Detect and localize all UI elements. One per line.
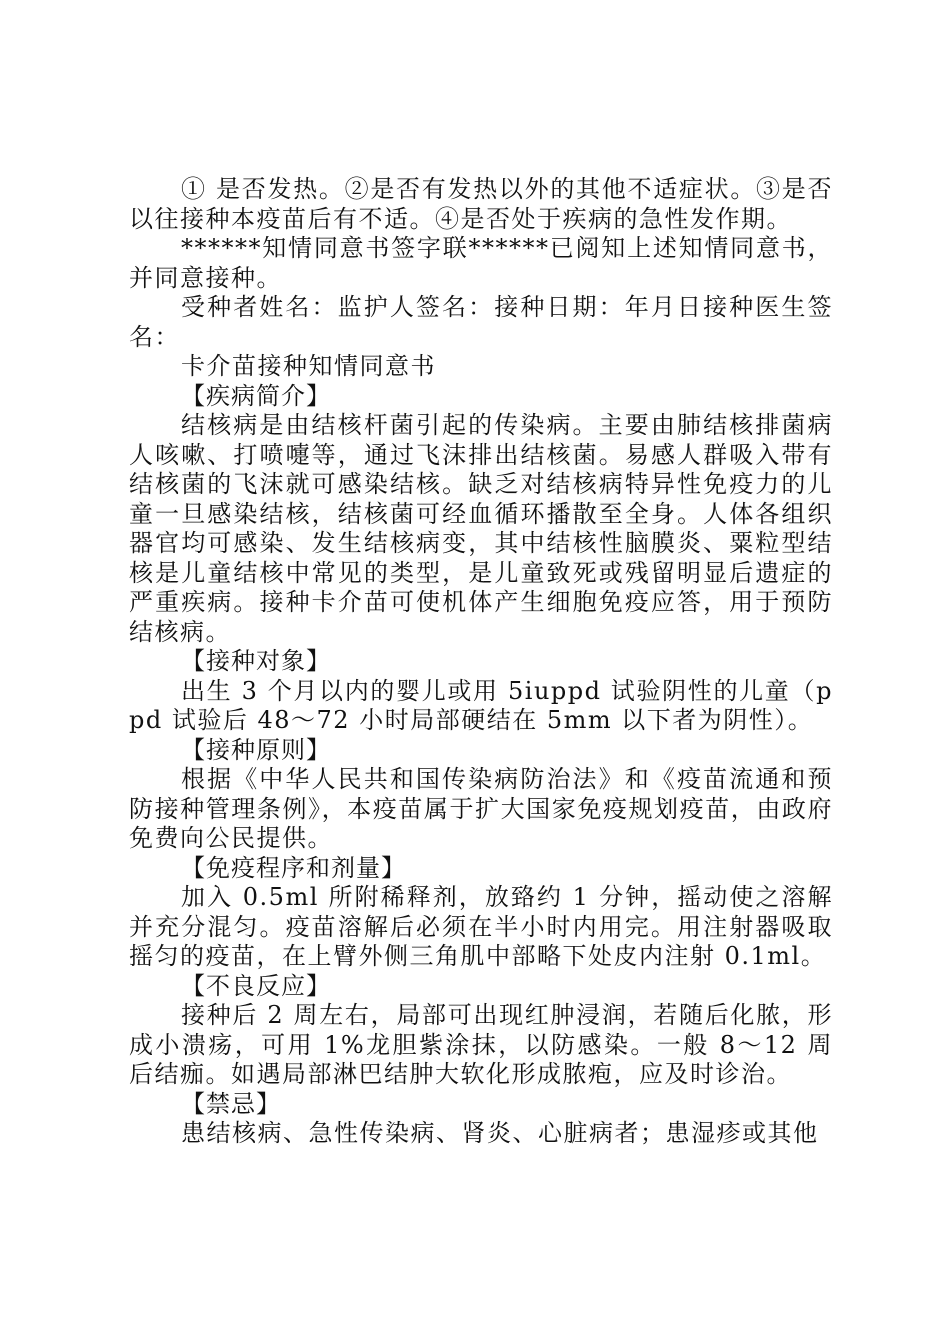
consent-statement: ******知情同意书签字联******已阅知上述知情同意书，并同意接种。 (129, 234, 833, 292)
doc-title: 卡介苗接种知情同意书 (181, 352, 436, 380)
heading-adverse: 【不良反应】 (181, 971, 331, 1000)
heading-principle: 【接种原则】 (181, 735, 331, 764)
intro-check-items: ① 是否发热。②是否有发热以外的其他不适症状。③是否以往接种本疫苗后有不适。④是否处于疾病的急性发作期。 (129, 175, 833, 233)
heading-procedure: 【免疫程序和剂量】 (181, 853, 406, 882)
document-body (129, 175, 833, 1149)
para-adverse: 接种后 2 周左右，局部可出现红肿浸润，若随后化脓，形成小溃疡，可用 1%龙胆紫涂抹，以防感染。一般 8～12 周后结痂。如遇局部淋巴结肿大软化形成脓疱，应及时诊治。 (129, 1001, 833, 1088)
para-procedure: 加入 0.5ml 所附稀释剂，放臵约 1 分钟，摇动使之溶解并充分混匀。疫苗溶解后必须在半小时内用完。用注射器吸取摇匀的疫苗，在上臂外侧三角肌中部略下处皮内注射 0.1ml。 (129, 883, 833, 970)
para-principle: 根据《中华人民共和国传染病防治法》和《疫苗流通和预防接种管理条例》，本疫苗属于扩大国家免疫规划疫苗，由政府免费向公民提供。 (129, 765, 833, 852)
heading-disease-intro: 【疾病简介】 (181, 381, 331, 410)
para-target: 出生 3 个月以内的婴儿或用 5iuppd 试验阴性的儿童（ppd 试验后 48～72 小时局部硬结在 5mm 以下者为阴性）。 (129, 676, 833, 734)
signature-fields: 受种者姓名：监护人签名：接种日期：年月日接种医生签名： (129, 293, 833, 351)
heading-contraindication: 【禁忌】 (181, 1089, 281, 1118)
para-contraindication: 患结核病、急性传染病、肾炎、心脏病者；患湿疹或其他 (181, 1119, 819, 1147)
para-disease-intro: 结核病是由结核杆菌引起的传染病。主要由肺结核排菌病人咳嗽、打喷嚏等，通过飞沫排出结核菌。易感人群吸入带有结核菌的飞沫就可感染结核。缺乏对结核病特异性免疫力的儿童一旦感染结核，结核菌可经血循环播散至全身。人体各组织器官均可感染、发生结核病变，其中结核性脑膜炎、粟粒型结核是儿童结核中常见的类型，是儿童致死或残留明显后遗症的严重疾病。接种卡介苗可使机体产生细胞免疫应答，用于预防结核病。 (129, 411, 833, 646)
heading-target: 【接种对象】 (181, 647, 331, 675)
